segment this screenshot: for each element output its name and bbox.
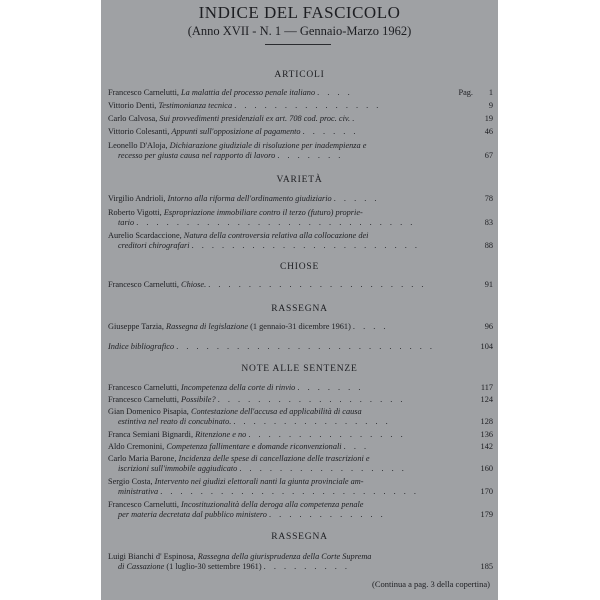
toc-entry: Franca Semiani Bignardi, Ritenzione e no . . . . . . . . . . . . . . . . 136 [108,430,493,439]
entry-title: Rassegna di legislazione [166,322,249,331]
entry-page: 142 [480,442,493,451]
entry-page: 104 [480,342,493,351]
entry-title: Incidenza delle spese di cancellazione delle trascrizioni e [178,454,370,463]
section-heading-note-alle-sentenze: NOTE ALLE SENTENZE [241,364,358,374]
index-page [101,0,498,600]
entry-title: Testimonianza tecnica [158,101,233,110]
entry-title-continued: estintiva nel reato di concubinato. [118,416,232,426]
entry-author: Francesco Carnelutti, [108,280,179,289]
entry-author: Luigi Bianchi d' Espinosa, [108,552,196,561]
entry-author: Aldo Cremonini, [108,442,165,451]
page-title: INDICE DEL FASCICOLO [198,3,401,22]
toc-entry: Vittorio Colesanti, Appunti sull'opposizione al pagamento . . . . . . 46 [108,127,493,136]
entry-title: Intervento nei giudizi elettorali nanti la giunta provinciale am- [154,477,364,486]
toc-entry: Gian Domenico Pisapia, Contestazione dell'accusa ed applicabilità di causa estintiva nel reato di concubinato. . . . . . . . . . . . . . . . . 128 [108,407,493,426]
entry-page: 1 [488,88,493,97]
toc-entry: Giuseppe Tarzia, Rassegna di legislazione (1 gennaio-31 dicembre 1961) . . . . 96 [108,322,493,331]
entry-page: 88 [484,240,493,250]
toc-entry: Francesco Carnelutti, Incostituzionalità della deroga alla competenza penale per materia decretata dal pubblico ministero . . . . . . . . . . . . 179 [108,500,493,519]
entry-page: 185 [480,561,493,571]
entry-author: Carlo Calvosa, [108,114,158,123]
entry-author: Vittorio Colesanti, [108,127,170,136]
entry-author: Sergio Costa, [108,477,153,486]
toc-entry: Aldo Cremonini, Competenza fallimentare e domande riconvenzionali . . . 142 [108,442,493,451]
entry-title-continued: ministrativa [118,486,159,496]
entry-author: Francesco Carnelutti, [108,383,179,392]
entry-date-range: (1 luglio-30 settembre 1961) [166,561,262,571]
entry-title: Possibile? [181,395,216,404]
entry-author: Francesco Carnelutti, [108,88,179,97]
entry-title-continued: per materia decretata dal pubblico ministero [118,509,267,519]
entry-title: Indice bibliografico [108,342,175,351]
entry-page: 91 [484,280,493,289]
entry-title: Sui provvedimenti presidenziali ex art. 708 cod. proc. civ. [159,114,351,123]
section-heading-articoli: ARTICOLI [274,70,325,80]
toc-entry: Aurelio Scardaccione, Natura della controversia relativa alla collocazione dei creditori chirografari . . . . . . . . . . . . . . . . . . . . . . . 88 [108,231,493,250]
toc-entry: Roberto Vigotti, Espropriazione immobiliare contro il terzo (futuro) proprie- tario . . . . . . . . . . . . . . . . . . . . . . . . . . . . 83 [108,208,493,227]
entry-page: 19 [484,114,493,123]
toc-entry: Francesco Carnelutti, Possibile? . . . . . . . . . . . . . . . . . . . 124 [108,395,493,404]
entry-title: Contestazione dell'accusa ed applicabilità di causa [190,407,362,416]
entry-author: Leonello D'Aloja, [108,141,168,150]
entry-title-continued: di Cassazione [118,561,165,571]
section-heading-rassegna-2: RASSEGNA [271,532,328,542]
entry-page: 78 [484,194,493,203]
entry-page: 117 [480,383,493,392]
entry-title: Natura della controversia relativa alla collocazione dei [183,231,369,240]
entry-author: Virgilio Andrioli, [108,194,166,203]
section-heading-rassegna: RASSEGNA [271,304,328,314]
section-heading-chiose: CHIOSE [279,262,320,272]
entry-title-continued: recesso per giusta causa nel rapporto di lavoro [118,150,276,160]
entry-page: 83 [484,217,493,227]
issue-subtitle: (Anno XVII - N. 1 — Gennaio-Marzo 1962) [187,24,412,38]
entry-title-continued: tario [118,217,135,227]
toc-entry: Indice bibliografico . . . . . . . . . . . . . . . . . . . . . . . . . . 104 [108,342,493,351]
entry-title: Intorno alla riforma dell'ordinamento giudiziario [167,194,332,203]
entry-title: Incompetenza della corte di rinvio [181,383,296,392]
entry-page: 179 [480,509,493,519]
entry-page: 170 [480,486,493,496]
toc-entry: Francesco Carnelutti, Incompetenza della corte di rinvio . . . . . . . 117 [108,383,493,392]
toc-entry: Carlo Maria Barone, Incidenza delle spese di cancellazione delle trascrizioni e iscrizioni sull'immobile aggiudicato . . . . . . . . . . . . . . . . . 160 [108,454,493,473]
entry-title: Ritenzione e no [195,430,247,439]
entry-title-continued: creditori chirografari [118,240,190,250]
entry-page: 96 [484,322,493,331]
entry-author: Carlo Maria Barone, [108,454,177,463]
entry-title: Rassegna della giurisprudenza della Corte Suprema [197,552,372,561]
entry-author: Franca Semiani Bignardi, [108,430,194,439]
title-divider [265,44,331,45]
pag-label: Pag. [458,88,473,97]
entry-title: Appunti sull'opposizione al pagamento [171,127,301,136]
toc-entry: Vittorio Denti, Testimonianza tecnica . . . . . . . . . . . . . . . 9 [108,101,493,110]
section-heading-varieta: VARIETÀ [276,175,323,185]
toc-entry: Virgilio Andrioli, Intorno alla riforma dell'ordinamento giudiziario . . . . . 78 [108,194,493,203]
entry-page: 67 [484,150,493,160]
entry-title: Dichiarazione giudiziale di risoluzione per inadempienza e [169,141,367,150]
entry-title: Espropriazione immobiliare contro il terzo (futuro) proprie- [163,208,363,217]
toc-entry: Carlo Calvosa, Sui provvedimenti presidenziali ex art. 708 cod. proc. civ. . 19 [108,114,493,123]
entry-author: Gian Domenico Pisapia, [108,407,189,416]
entry-author: Roberto Vigotti, [108,208,162,217]
entry-title-continued: iscrizioni sull'immobile aggiudicato [118,463,238,473]
entry-author: Giuseppe Tarzia, [108,322,164,331]
entry-author: Aurelio Scardaccione, [108,231,182,240]
toc-entry: Francesco Carnelutti, La malattia del processo penale italiano . . . . Pag. 1 [108,88,493,97]
entry-author: Francesco Carnelutti, [108,395,179,404]
entry-date-range: (1 gennaio-31 dicembre 1961) [250,322,351,331]
entry-title: Competenza fallimentare e domande riconvenzionali [166,442,342,451]
entry-page: 9 [488,101,493,110]
entry-author: Vittorio Denti, [108,101,157,110]
entry-page: 160 [480,463,493,473]
entry-title: La malattia del processo penale italiano [181,88,316,97]
toc-entry: Luigi Bianchi d' Espinosa, Rassegna della giurisprudenza della Corte Suprema di Cassazione (1 luglio-30 settembre 1961) . . . . . . . . . 185 [108,552,493,571]
toc-entry: Francesco Carnelutti, Chiose. . . . . . . . . . . . . . . . . . . . . . . 91 [108,280,493,289]
entry-page: 136 [480,430,493,439]
entry-page: 124 [480,395,493,404]
toc-entry: Leonello D'Aloja, Dichiarazione giudiziale di risoluzione per inadempienza e recesso per giusta causa nel rapporto di lavoro . . . . . . . 67 [108,141,493,160]
entry-title: Incostituzionalità della deroga alla competenza penale [181,500,364,509]
entry-page: 46 [484,127,493,136]
toc-entry: Sergio Costa, Intervento nei giudizi elettorali nanti la giunta provinciale am- ministrativa . . . . . . . . . . . . . . . . . . . . . . . . . . 170 [108,477,493,496]
entry-page: 128 [480,416,493,426]
continuation-note: (Continua a pag. 3 della copertina) [371,579,490,589]
entry-author: Francesco Carnelutti, [108,500,179,509]
entry-title: Chiose. [181,280,207,289]
